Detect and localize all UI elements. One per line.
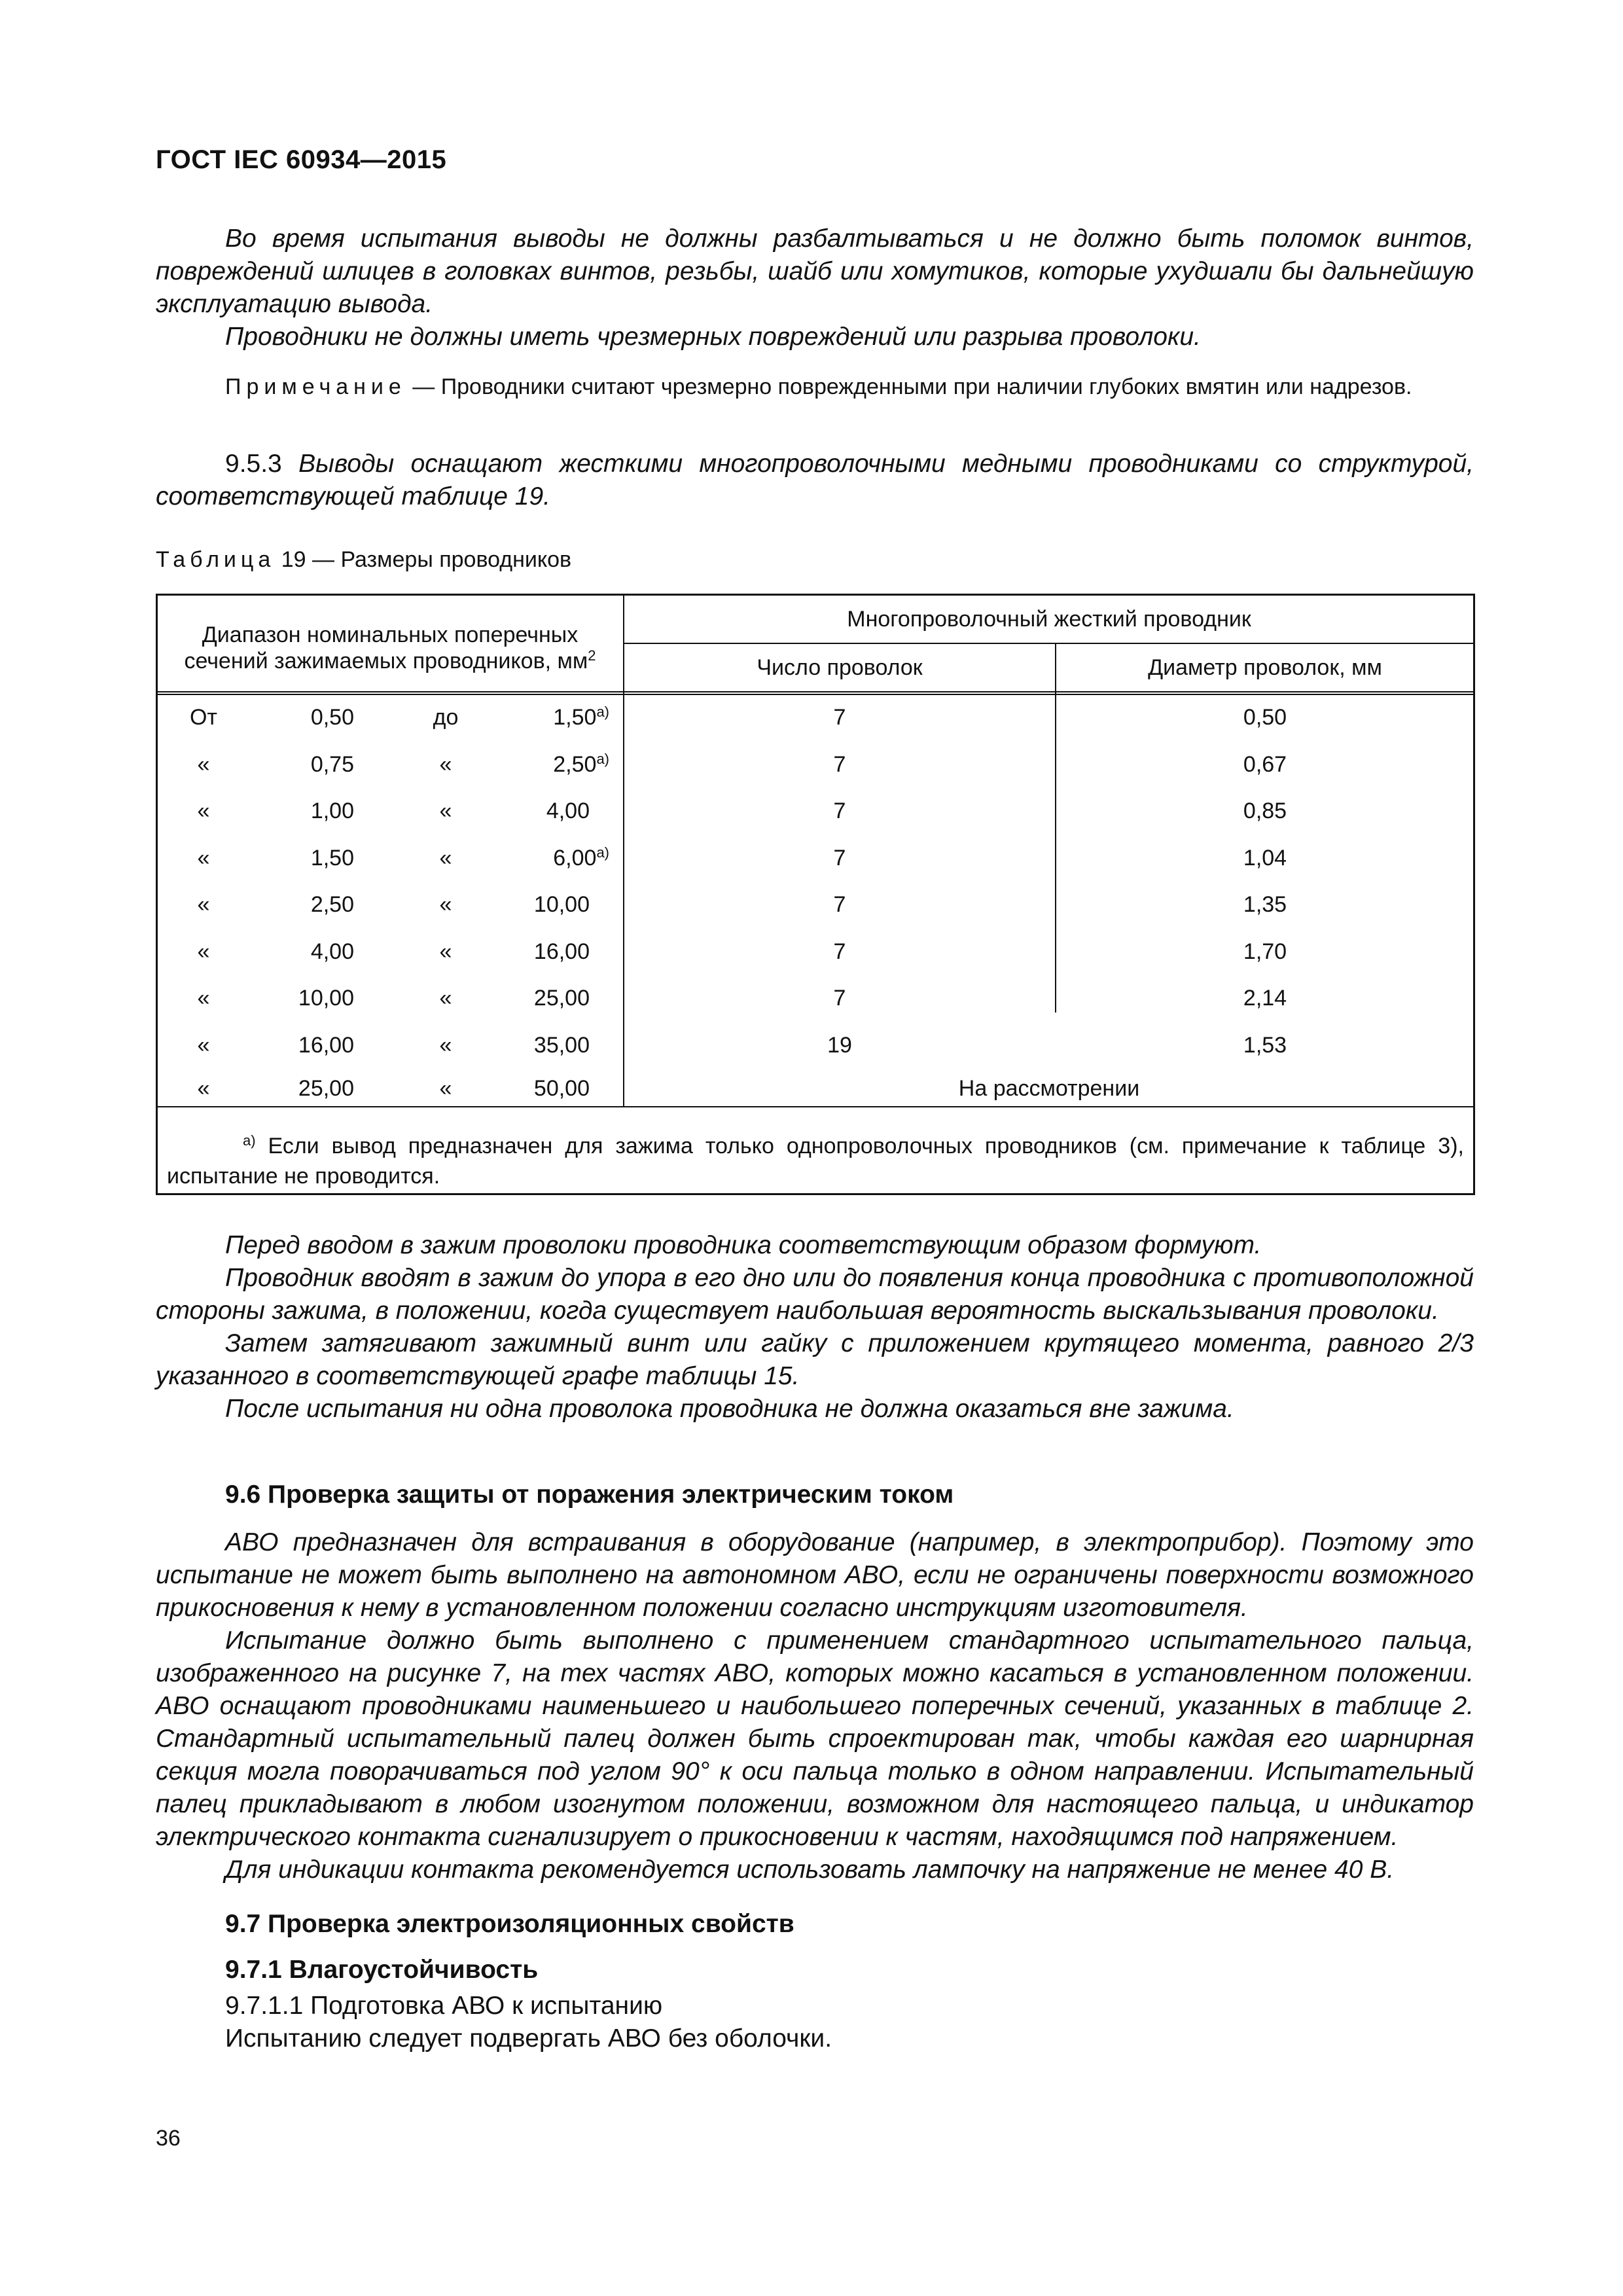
row-to-value [446,985,590,1011]
table-caption [156,547,1474,573]
header-range-sup: 2 [588,647,596,664]
table-hline-group [623,643,1473,644]
row-wire-diameter-text: 0,50 [1243,705,1287,730]
section-97-line-2: Испытанию следует подвергать АВО без оболочки. [225,2024,832,2053]
row-from-value-text: 0,50 [310,705,354,730]
row-to-value-text: 35,00 [533,1033,590,1058]
row-to-value [446,798,590,824]
row-to-word-text: « [439,846,452,870]
row-from-value-text: 2,50 [310,892,354,917]
table-hline-header-1 [158,691,1473,692]
row-wire-count-text: 7 [833,939,846,964]
section-971-heading: 9.7.1 Влагоустойчивость [225,1956,539,1984]
row-from-word [184,751,223,778]
last-row-to: 50,00 [533,1076,590,1101]
last-row-from: 25,00 [298,1076,354,1101]
row-from-value [223,939,354,965]
row-wire-diameter-text: 2,14 [1243,986,1287,1011]
row-to-word-text: до [433,705,459,730]
row-wire-count [624,845,1056,871]
row-to-value [446,891,590,918]
row-wire-count [624,704,1056,730]
row-wire-count-text: 7 [833,986,846,1011]
after-table-paragraph-2: Проводник вводят в зажим до упора в его дно или до появления конца проводника с противоположной стороны зажима, в положении, когда существует наибольшая вероятность выскальзывания проволоки. [156,1264,1474,1325]
row-wire-diameter-text: 1,70 [1243,939,1287,964]
last-row-merged: На рассмотрении [958,1076,1140,1101]
row-to-word-text: « [439,986,452,1011]
row-wire-count-text: 7 [833,892,846,917]
row-wire-diameter [1056,704,1474,730]
row-wire-diameter-text: 0,85 [1243,798,1287,823]
row-from-value [223,1032,354,1058]
clause-953-number: 9.5.3 [225,450,282,478]
section-96-body [156,1526,1474,1886]
clause-953-paragraph [156,448,1474,513]
row-wire-diameter [1056,939,1474,965]
row-footnote-sup: а) [596,704,609,720]
after-table-paragraph-3: Затем затягивают зажимный винт или гайку с приложением крутящего момента, равного 2/3 указанного в соответствующей графе таблицы 15. [156,1329,1474,1390]
row-wire-diameter-text: 1,35 [1243,892,1287,917]
after-table-paragraph-1: Перед вводом в зажим проволоки проводника соответствующим образом формуют. [225,1231,1262,1259]
row-from-word [184,798,223,824]
row-wire-diameter [1056,845,1474,871]
row-wire-diameter [1056,891,1474,918]
section-96-heading: 9.6 Проверка защиты от поражения электрическим током [225,1480,954,1509]
row-wire-count [624,751,1056,778]
row-from-word-text: « [197,798,210,823]
row-to-word-text: « [439,939,452,964]
section-97-heading: 9.7 Проверка электроизоляционных свойств [225,1910,794,1938]
header-range-cell [171,622,609,674]
row-from-word [184,704,223,730]
row-to-value-text: 4,00 [546,798,590,823]
row-wire-count-text: 7 [833,752,846,777]
section-96-paragraph-3: Для индикации контакта рекомендуется использовать лампочку на напряжение не менее 40 В. [225,1856,1395,1884]
row-wire-count [624,939,1056,965]
section-9711-line: 9.7.1.1 Подготовка АВО к испытанию [225,1992,663,2020]
row-from-word [184,845,223,871]
clause-953-block [156,448,1474,513]
row-from-value-text: 16,00 [298,1033,354,1058]
intro-paragraph-2: Проводники не должны иметь чрезмерных повреждений или разрыва проволоки. [225,323,1201,351]
row-wire-diameter [1056,798,1474,824]
clause-953-text: Выводы оснащают жесткими многопроволочными медными проводниками со структурой, соответствующей таблице 19. [156,450,1474,511]
footnote-mark: а) [243,1132,256,1149]
row-to-value-text: 2,50 [553,752,597,777]
after-table-block [156,1229,1474,1426]
table-footnote [158,1131,1473,1191]
document-header: ГОСТ IEC 60934—2015 [156,145,447,174]
note-text: — Проводники считают чрезмерно поврежденными при наличии глубоких вмятин или надрезов. [406,374,1412,399]
last-row-from-word: « [197,1076,210,1101]
row-from-word [184,1032,223,1058]
row-to-value-text: 6,00 [553,846,597,870]
header-diam-cell: Диаметр проволок, мм [1148,655,1382,680]
row-from-value-text: 0,75 [310,752,354,777]
row-wire-diameter [1056,751,1474,778]
after-table-paragraph-4: После испытания ни одна проволока проводника не должна оказаться вне зажима. [225,1395,1234,1423]
row-wire-count [624,891,1056,918]
row-footnote-sup: а) [596,844,609,861]
table-caption-text: 19 — Размеры проводников [275,547,572,572]
row-from-word-text: От [189,705,218,730]
row-wire-diameter-text: 1,04 [1243,846,1287,870]
last-row-to-word: « [439,1076,452,1101]
note-block [156,372,1474,402]
header-group-cell: Многопроволочный жесткий проводник [847,607,1251,632]
header-count-cell: Число проволок [757,655,923,680]
row-from-value [223,891,354,918]
row-wire-count-text: 7 [833,705,846,730]
row-wire-diameter-text: 1,53 [1243,1033,1287,1058]
row-from-word-text: « [197,986,210,1011]
row-to-word-text: « [439,752,452,777]
row-from-value [223,845,354,871]
table-hline-footnote [158,1106,1473,1107]
row-from-word [184,939,223,965]
section-96-paragraph-1: АВО предназначен для встраивания в оборудование (например, в электроприбор). Поэтому это испытание не может быть выполнено на автономном АВО, если не ограничены поверхности возможного прикосновения к нему в установленном положении согласно инструкциям изготовителя. [156,1528,1474,1622]
row-to-value-text: 25,00 [533,986,590,1011]
section-97-body [156,1990,1474,2055]
row-from-word-text: « [197,846,210,870]
row-to-value [446,845,609,871]
row-wire-count [624,985,1056,1011]
row-to-word-text: « [439,892,452,917]
footnote-text: Если вывод предназначен для зажима только однопроволочных проводников (см. примечание к таблице 3), испытание не проводится. [167,1134,1464,1189]
row-footnote-sup: а) [596,751,609,767]
row-wire-count [624,1032,1056,1058]
row-to-value-text: 10,00 [533,892,590,917]
row-from-value-text: 4,00 [310,939,354,964]
row-to-value-text: 1,50 [553,705,597,730]
row-from-value [223,704,354,730]
row-to-value-text: 16,00 [533,939,590,964]
note-paragraph [156,372,1474,402]
row-wire-count-text: 7 [833,846,846,870]
intro-paragraph-1: Во время испытания выводы не должны разбалтываться и не должно быть поломок винтов, повреждений шлицев в головках винтов, резьбы, шайб или хомутиков, которые ухудшали бы дальнейшую эксплуатацию вывода. [156,224,1474,318]
row-to-value [446,704,609,730]
page-number: 36 [156,2126,181,2151]
row-from-value [223,798,354,824]
table-caption-label: Таблица [156,547,276,572]
row-from-word-text: « [197,1033,210,1058]
intro-block [156,223,1474,353]
conductor-size-table [156,594,1475,1195]
row-wire-count-text: 19 [827,1033,852,1058]
row-to-word-text: « [439,798,452,823]
row-to-value [446,751,609,778]
row-from-value [223,985,354,1011]
row-from-value-text: 1,50 [310,846,354,870]
section-96-paragraph-2: Испытание должно быть выполнено с применением стандартного испытательного пальца, изображенного на рисунке 7, на тех частях АВО, которых можно касаться в установленном положении. АВО оснащают проводниками наименьшего и наибольшего поперечных сечений, указанных в таблице 2. Стандартный испытательный палец должен быть спроектирован так, чтобы каждая его шарнирная секция могла поворачиваться под углом 90° к оси пальца только в одном направлении. Испытательный палец прикладывают в любом изогнутом положении, возможном для настоящего пальца, и индикатор электрического контакта сигнализирует о прикосновении к частям, находящимся под напряжением. [156,1626,1474,1851]
table-hline-header-2 [158,694,1473,695]
row-from-word-text: « [197,752,210,777]
row-from-word [184,891,223,918]
row-from-value [223,751,354,778]
row-to-value [446,939,590,965]
row-from-word-text: « [197,892,210,917]
row-wire-count [624,798,1056,824]
row-to-value [446,1032,590,1058]
row-wire-diameter-text: 0,67 [1243,752,1287,777]
row-from-word [184,985,223,1011]
note-label: Примечание [225,374,406,399]
row-to-word-text: « [439,1033,452,1058]
row-wire-count-text: 7 [833,798,846,823]
row-wire-diameter [1056,985,1474,1011]
row-from-value-text: 1,00 [310,798,354,823]
row-from-value-text: 10,00 [298,986,354,1011]
header-range-text: Диапазон номинальных поперечных сечений зажимаемых проводников, мм [184,622,588,673]
row-wire-diameter [1056,1032,1474,1058]
row-from-word-text: « [197,939,210,964]
